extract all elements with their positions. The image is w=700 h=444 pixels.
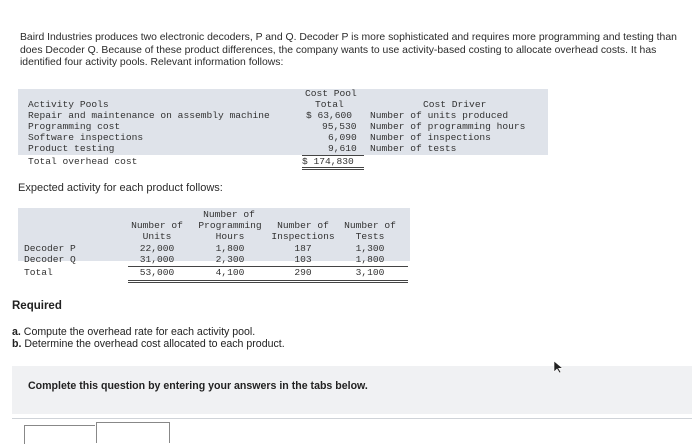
total-overhead-value: $ 174,830 (302, 156, 354, 167)
pool-total: 95,530 (322, 121, 357, 132)
cell-inspections: 187 (294, 243, 312, 254)
cell-units: 53,000 (139, 267, 175, 278)
total-rule-1 (128, 280, 408, 281)
question-list (12, 326, 285, 350)
instructions-panel (12, 366, 692, 414)
total-rule-1 (302, 167, 364, 168)
cell-tests: 1,800 (355, 254, 385, 265)
col-header-line3: Inspections (271, 231, 335, 242)
row-label: Decoder Q (24, 254, 76, 265)
row-label: Total (24, 267, 53, 278)
cell-units: 22,000 (139, 243, 175, 254)
answer-tabs (12, 418, 692, 442)
question-text: Compute the overhead rate for each activity pool. (23, 326, 256, 338)
col-header-line3: Units (142, 231, 172, 242)
activity-table (18, 208, 410, 286)
col-header-line2: Programming (198, 220, 262, 231)
pool-driver: Number of tests (370, 143, 457, 154)
pool-name: Programming cost (28, 121, 121, 132)
header-cost-driver: Cost Driver (423, 99, 487, 110)
question-letter: b. (12, 338, 22, 350)
pool-total: 9,610 (328, 143, 357, 154)
instructions-text: Complete this question by entering your answers in the tabs below. (28, 380, 368, 392)
required-heading: Required (12, 300, 62, 312)
total-overhead-label: Total overhead cost (28, 156, 138, 167)
row-label: Decoder P (24, 243, 76, 254)
problem-intro: Baird Industries produces two electronic decoders, P and Q. Decoder P is more sophisticated and requires more programming and testing than does Decoder Q. Because of these product differences, the company wants to use activity-based costing to allocate overhead costs. It has identified four activity pools. Relevant information follows: (20, 32, 677, 69)
question-letter: a. (12, 326, 21, 338)
cost-pool-table (18, 89, 548, 173)
pool-total: $ 63,600 (306, 110, 353, 121)
pool-name: Software inspections (28, 132, 144, 143)
cell-tests: 1,300 (355, 243, 385, 254)
header-cost-pool: Cost Pool (305, 88, 357, 99)
tab-required-a[interactable] (24, 425, 95, 444)
total-rule-2 (128, 282, 408, 283)
col-header-line2: Number of (344, 220, 396, 231)
question-b (12, 338, 285, 350)
question-a (12, 326, 285, 338)
cell-inspections: 290 (294, 267, 312, 278)
pool-total: 6,090 (328, 132, 357, 143)
col-header-line2: Number of (277, 220, 329, 231)
pool-name: Product testing (28, 143, 115, 154)
cell-hours: 1,800 (215, 243, 245, 254)
cell-hours: 4,100 (215, 267, 245, 278)
cell-hours: 2,300 (215, 254, 245, 265)
pool-driver: Number of programming hours (370, 121, 526, 132)
cell-tests: 3,100 (355, 267, 385, 278)
col-header-line2: Number of (131, 220, 183, 231)
cell-inspections: 103 (294, 254, 312, 265)
tab-required-b[interactable] (96, 422, 170, 443)
pool-driver: Number of units produced (370, 110, 509, 121)
pool-driver: Number of inspections (370, 132, 491, 143)
header-activity-pools: Activity Pools (28, 99, 109, 110)
col-header-line3: Hours (215, 231, 245, 242)
cell-units: 31,000 (139, 254, 175, 265)
expected-activity-label: Expected activity for each product follows: (18, 182, 223, 194)
col-header-line3: Tests (355, 231, 385, 242)
col-header-line1: Number of (203, 209, 255, 220)
mouse-pointer-icon (552, 360, 566, 374)
total-rule-2 (302, 169, 364, 170)
pool-name: Repair and maintenance on assembly machine (28, 110, 270, 121)
question-text: Determine the overhead cost allocated to each product. (24, 338, 285, 350)
header-total: Total (315, 99, 344, 110)
